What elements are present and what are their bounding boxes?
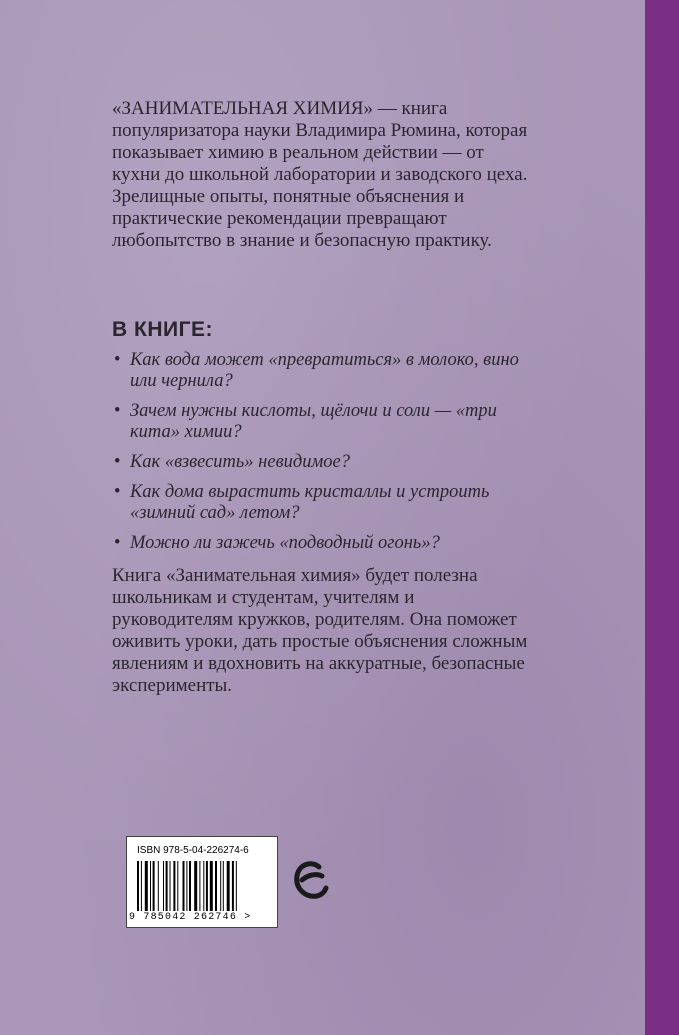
- list-item: [114, 452, 544, 473]
- bullet: •: [114, 350, 121, 370]
- list-item: [114, 533, 544, 554]
- list-item: [114, 350, 544, 392]
- question-text: Как «взвесить» невидимое?: [130, 452, 350, 472]
- list-item: [114, 482, 544, 524]
- section-heading: В КНИГЕ:: [112, 318, 213, 341]
- list-item: [114, 401, 544, 443]
- eksmo-e-icon: [291, 858, 329, 904]
- questions-list: [114, 350, 544, 563]
- spine-strip: [645, 0, 679, 1035]
- barcode-label: [126, 836, 278, 928]
- closing-paragraph: Книга «Занимательная химия» будет полезна школьникам и студентам, учителям и руководителям кружков, родителям. Она поможет оживить уроки, дать простые объяснения сложным явлениям и вдохновить на аккуратные, безопасные эксперименты.: [112, 565, 528, 696]
- barcode-icon: [137, 861, 267, 911]
- bullet: •: [114, 533, 121, 553]
- bullet: •: [114, 482, 121, 502]
- bullet: •: [114, 452, 121, 472]
- question-text: Зачем нужны кислоты, щёлочи и соли — «три кита» химии?: [130, 401, 497, 442]
- bullet: •: [114, 401, 121, 421]
- barcode-digits: 9 785042 262746 >: [129, 912, 252, 923]
- question-text: Можно ли зажечь «подводный огонь»?: [130, 533, 440, 553]
- question-text: Как вода может «превратиться» в молоко, вино или чернила?: [130, 350, 519, 391]
- question-text: Как дома вырастить кристаллы и устроить «зимний сад» летом?: [130, 482, 490, 523]
- isbn-text: ISBN 978-5-04-226274-6: [137, 845, 249, 856]
- intro-paragraph: «ЗАНИМАТЕЛЬНАЯ ХИМИЯ» — книга популяризатора науки Владимира Рюмина, которая показывает химию в реальном действии — от кухни до школьной лаборатории и заводского цеха. Зрелищные опыты, понятные объяснения и практические рекомендации превращают любопытство в знание и безопасную практику.: [112, 98, 528, 251]
